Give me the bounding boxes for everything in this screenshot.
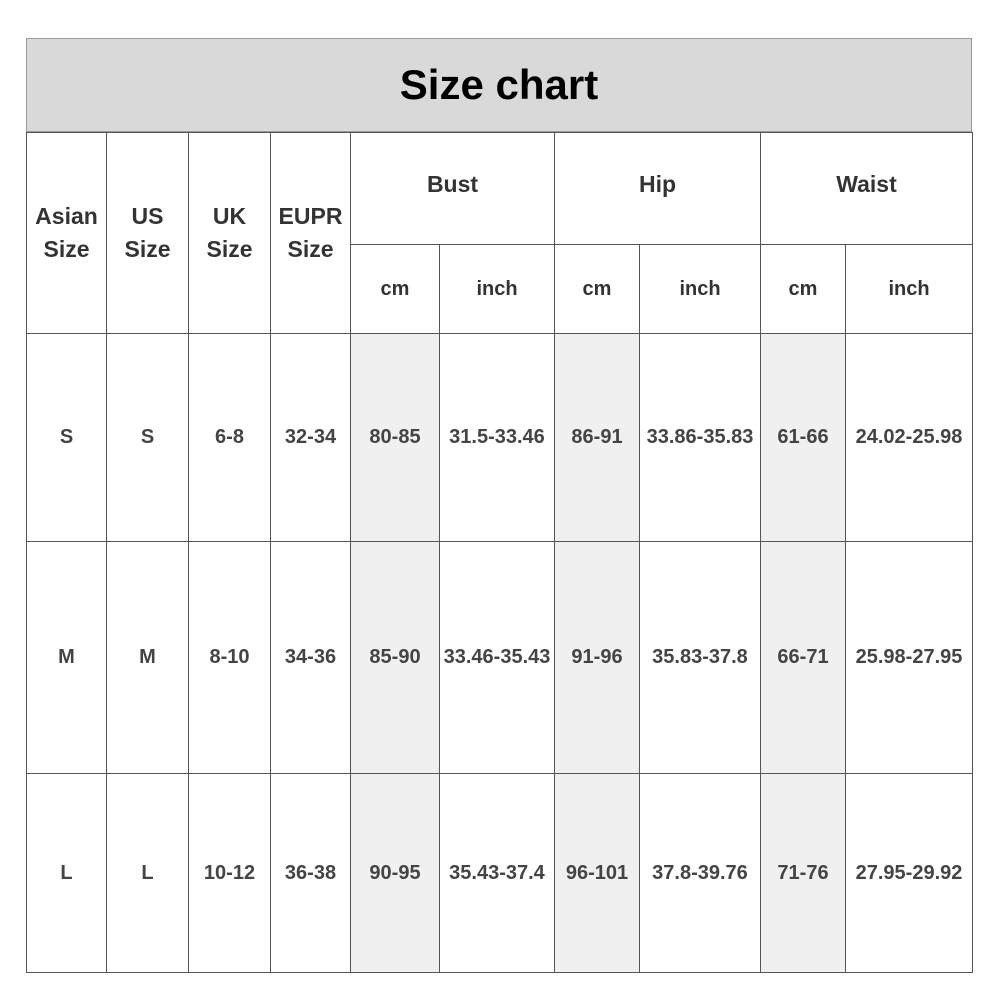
header-eupr-size: EUPR Size bbox=[271, 133, 351, 334]
cell-bust-inch: 33.46-35.43 bbox=[440, 542, 555, 774]
cell-bust-cm: 85-90 bbox=[351, 542, 440, 774]
cell-bust-cm: 80-85 bbox=[351, 334, 440, 542]
header-waist: Waist bbox=[761, 133, 973, 245]
cell-hip-cm: 96-101 bbox=[555, 774, 640, 973]
size-chart bbox=[26, 38, 972, 973]
cell-hip-inch: 37.8-39.76 bbox=[640, 774, 761, 973]
cell-asian: M bbox=[27, 542, 107, 774]
header-hip: Hip bbox=[555, 133, 761, 245]
table-row bbox=[27, 334, 973, 542]
unit-bust-cm: cm bbox=[351, 245, 440, 334]
cell-us: S bbox=[107, 334, 189, 542]
table-row bbox=[27, 542, 973, 774]
cell-eupr: 34-36 bbox=[271, 542, 351, 774]
table-row bbox=[27, 774, 973, 973]
unit-hip-cm: cm bbox=[555, 245, 640, 334]
cell-waist-inch: 25.98-27.95 bbox=[846, 542, 973, 774]
cell-waist-inch: 24.02-25.98 bbox=[846, 334, 973, 542]
unit-bust-inch: inch bbox=[440, 245, 555, 334]
cell-eupr: 36-38 bbox=[271, 774, 351, 973]
cell-asian: L bbox=[27, 774, 107, 973]
unit-waist-inch: inch bbox=[846, 245, 973, 334]
cell-uk: 6-8 bbox=[189, 334, 271, 542]
cell-waist-inch: 27.95-29.92 bbox=[846, 774, 973, 973]
cell-bust-inch: 31.5-33.46 bbox=[440, 334, 555, 542]
size-chart-title: Size chart bbox=[399, 61, 599, 108]
unit-waist-cm: cm bbox=[761, 245, 846, 334]
cell-uk: 8-10 bbox=[189, 542, 271, 774]
unit-hip-inch: inch bbox=[640, 245, 761, 334]
cell-hip-inch: 35.83-37.8 bbox=[640, 542, 761, 774]
cell-waist-cm: 61-66 bbox=[761, 334, 846, 542]
cell-uk: 10-12 bbox=[189, 774, 271, 973]
size-chart-title-bar bbox=[26, 38, 972, 132]
cell-hip-inch: 33.86-35.83 bbox=[640, 334, 761, 542]
header-row-groups bbox=[27, 133, 973, 245]
cell-us: L bbox=[107, 774, 189, 973]
header-uk-size: UK Size bbox=[189, 133, 271, 334]
cell-us: M bbox=[107, 542, 189, 774]
cell-bust-cm: 90-95 bbox=[351, 774, 440, 973]
cell-bust-inch: 35.43-37.4 bbox=[440, 774, 555, 973]
cell-waist-cm: 66-71 bbox=[761, 542, 846, 774]
cell-waist-cm: 71-76 bbox=[761, 774, 846, 973]
header-bust: Bust bbox=[351, 133, 555, 245]
cell-asian: S bbox=[27, 334, 107, 542]
cell-hip-cm: 86-91 bbox=[555, 334, 640, 542]
cell-eupr: 32-34 bbox=[271, 334, 351, 542]
cell-hip-cm: 91-96 bbox=[555, 542, 640, 774]
header-us-size: US Size bbox=[107, 133, 189, 334]
size-table bbox=[26, 132, 973, 973]
header-asian-size: Asian Size bbox=[27, 133, 107, 334]
